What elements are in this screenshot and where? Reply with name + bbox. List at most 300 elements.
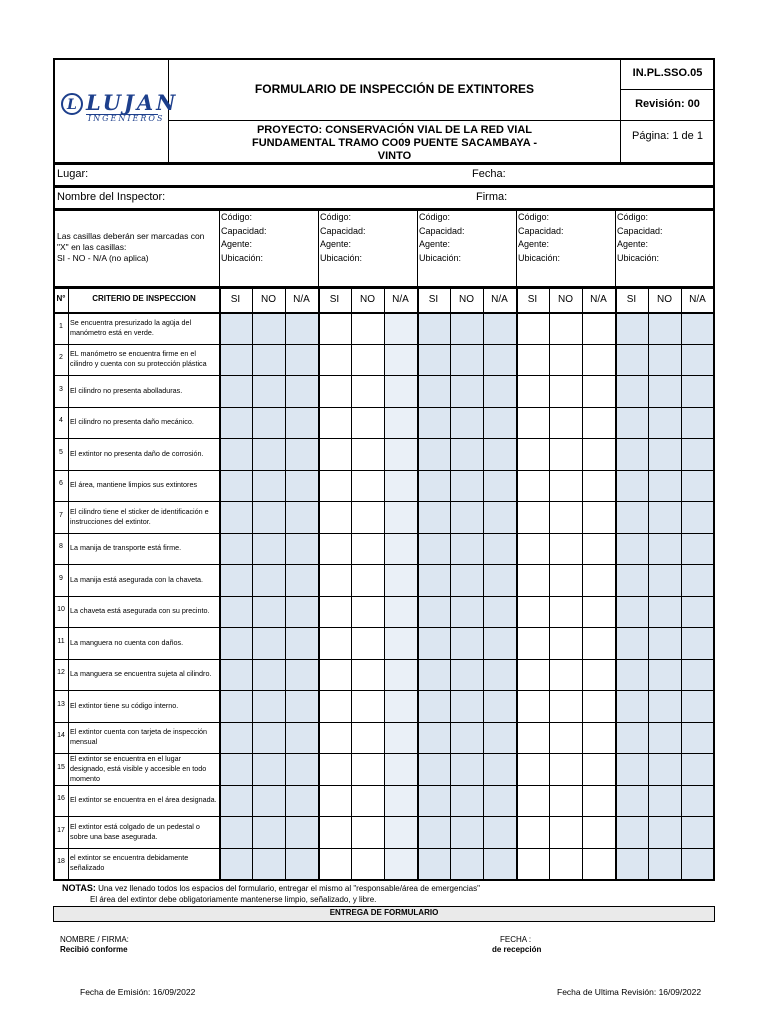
checkbox-cell-na[interactable] (583, 345, 614, 375)
checkbox-cell-si[interactable] (220, 786, 251, 816)
row-number: 4 (59, 417, 63, 425)
checkbox-cell-na[interactable] (385, 628, 416, 658)
checkbox-cell-si[interactable] (319, 439, 350, 469)
checkbox-cell-si[interactable] (418, 754, 449, 784)
checkbox-cell-no[interactable] (352, 439, 383, 469)
checkbox-cell-na[interactable] (286, 786, 317, 816)
checkbox-cell-si[interactable] (319, 723, 350, 753)
checkbox-cell-no[interactable] (550, 660, 581, 690)
checkbox-cell-si[interactable] (220, 660, 251, 690)
checkbox-cell-no[interactable] (451, 597, 482, 627)
extinguisher-capacidad-label: Capacidad: (419, 225, 465, 236)
checkbox-cell-si[interactable] (319, 754, 350, 784)
checkbox-cell-no[interactable] (451, 439, 482, 469)
checkbox-cell-si[interactable] (517, 691, 548, 721)
checkbox-cell-na[interactable] (682, 471, 713, 501)
checkbox-cell-si[interactable] (418, 502, 449, 532)
checkbox-cell-na[interactable] (484, 723, 515, 753)
checkbox-cell-no[interactable] (352, 691, 383, 721)
checkbox-cell-si[interactable] (616, 471, 647, 501)
checkbox-cell-na[interactable] (484, 754, 515, 784)
checkbox-cell-no[interactable] (550, 817, 581, 847)
checkbox-cell-na[interactable] (385, 754, 416, 784)
checkbox-cell-na[interactable] (484, 565, 515, 595)
checkbox-cell-si[interactable] (616, 660, 647, 690)
inspector-name-label: Nombre del Inspector: (57, 191, 166, 203)
checkbox-cell-no[interactable] (451, 565, 482, 595)
checkbox-cell-na[interactable] (286, 723, 317, 753)
checkbox-cell-si[interactable] (616, 628, 647, 658)
checkbox-cell-na[interactable] (583, 723, 614, 753)
checkbox-cell-si[interactable] (517, 408, 548, 438)
checkbox-cell-no[interactable] (550, 408, 581, 438)
instructions: Las casillas deberán ser marcadas con "X" en las casillas: SI - NO - N/A (no aplica) (57, 231, 205, 263)
checkbox-cell-na[interactable] (583, 313, 614, 343)
checkbox-cell-si[interactable] (616, 345, 647, 375)
checkbox-cell-si[interactable] (220, 502, 251, 532)
checkbox-cell-na[interactable] (583, 471, 614, 501)
checkbox-cell-na[interactable] (385, 597, 416, 627)
row-number: 3 (59, 385, 63, 393)
checkbox-cell-na[interactable] (484, 534, 515, 564)
checkbox-cell-na[interactable] (385, 723, 416, 753)
checkbox-cell-si[interactable] (517, 754, 548, 784)
checkbox-cell-no[interactable] (352, 565, 383, 595)
checkbox-cell-no[interactable] (253, 786, 284, 816)
checkbox-cell-na[interactable] (286, 628, 317, 658)
checkbox-cell-si[interactable] (517, 597, 548, 627)
row-criterion: El extintor se encuentra en el área designada. (70, 795, 217, 805)
checkbox-cell-no[interactable] (649, 534, 680, 564)
checkbox-cell-si[interactable] (319, 502, 350, 532)
checkbox-cell-si[interactable] (418, 849, 449, 879)
checkbox-cell-si[interactable] (616, 534, 647, 564)
checkbox-cell-no[interactable] (550, 313, 581, 343)
checkbox-cell-na[interactable] (583, 565, 614, 595)
checkbox-cell-na[interactable] (682, 534, 713, 564)
checkbox-cell-si[interactable] (220, 849, 251, 879)
checkbox-cell-no[interactable] (550, 376, 581, 406)
checkbox-cell-no[interactable] (649, 786, 680, 816)
checkbox-cell-no[interactable] (550, 597, 581, 627)
checkbox-cell-no[interactable] (550, 471, 581, 501)
checkbox-cell-na[interactable] (385, 849, 416, 879)
checkbox-cell-na[interactable] (385, 376, 416, 406)
checkbox-cell-si[interactable] (418, 471, 449, 501)
checkbox-cell-no[interactable] (352, 754, 383, 784)
checkbox-cell-na[interactable] (484, 628, 515, 658)
checkbox-cell-no[interactable] (649, 754, 680, 784)
checkbox-cell-na[interactable] (385, 660, 416, 690)
checkbox-cell-no[interactable] (451, 471, 482, 501)
notes (62, 883, 480, 905)
checkbox-cell-na[interactable] (484, 345, 515, 375)
checkbox-cell-no[interactable] (649, 628, 680, 658)
checkbox-cell-si[interactable] (517, 502, 548, 532)
checkbox-cell-na[interactable] (682, 754, 713, 784)
checkbox-cell-si[interactable] (517, 786, 548, 816)
checkbox-cell-si[interactable] (418, 597, 449, 627)
checkbox-cell-na[interactable] (286, 565, 317, 595)
checkbox-cell-si[interactable] (319, 849, 350, 879)
checkbox-cell-si[interactable] (220, 817, 251, 847)
checkbox-cell-si[interactable] (418, 723, 449, 753)
checkbox-cell-si[interactable] (220, 408, 251, 438)
checkbox-cell-na[interactable] (385, 565, 416, 595)
checkbox-cell-si[interactable] (319, 376, 350, 406)
checkbox-cell-no[interactable] (253, 628, 284, 658)
checkbox-cell-si[interactable] (616, 849, 647, 879)
extinguisher-agente-label: Agente: (221, 239, 253, 249)
checkbox-cell-na[interactable] (682, 723, 713, 753)
checkbox-cell-no[interactable] (451, 628, 482, 658)
checkbox-cell-si[interactable] (220, 723, 251, 753)
checkbox-cell-na[interactable] (682, 817, 713, 847)
checkbox-cell-no[interactable] (451, 345, 482, 375)
checkbox-cell-no[interactable] (253, 817, 284, 847)
checkbox-cell-si[interactable] (319, 565, 350, 595)
checkbox-cell-na[interactable] (385, 502, 416, 532)
note-2: El área del extintor debe obligatoriamente mantenerse limpio, señalizado, y libre. (90, 895, 377, 904)
last-revision-date: Fecha de Ultima Revisión: 16/09/2022 (557, 987, 702, 997)
checkbox-cell-si[interactable] (517, 628, 548, 658)
extinguisher-info-5 (617, 211, 663, 265)
checkbox-cell-si[interactable] (418, 817, 449, 847)
checkbox-cell-no[interactable] (550, 849, 581, 879)
checkbox-cell-no[interactable] (352, 376, 383, 406)
checkbox-cell-no[interactable] (253, 565, 284, 595)
checkbox-cell-si[interactable] (319, 534, 350, 564)
checkbox-cell-no[interactable] (253, 691, 284, 721)
checkbox-cell-no[interactable] (550, 786, 581, 816)
checkbox-cell-no[interactable] (253, 534, 284, 564)
checkbox-cell-na[interactable] (484, 502, 515, 532)
checkbox-cell-si[interactable] (616, 691, 647, 721)
checkbox-cell-na[interactable] (583, 534, 614, 564)
checkbox-cell-si[interactable] (418, 439, 449, 469)
checkbox-cell-na[interactable] (286, 849, 317, 879)
checkbox-cell-no[interactable] (649, 565, 680, 595)
checkbox-cell-no[interactable] (352, 471, 383, 501)
checkbox-cell-no[interactable] (451, 408, 482, 438)
row-number: 6 (59, 480, 63, 488)
checkbox-cell-no[interactable] (352, 502, 383, 532)
checkbox-cell-si[interactable] (616, 817, 647, 847)
checkbox-cell-si[interactable] (616, 408, 647, 438)
row-criterion: La manija está asegurada con la chaveta. (70, 574, 204, 584)
checkbox-cell-si[interactable] (319, 597, 350, 627)
checkbox-cell-no[interactable] (352, 313, 383, 343)
checkbox-cell-na[interactable] (286, 817, 317, 847)
checkbox-cell-si[interactable] (220, 345, 251, 375)
company-logo (60, 88, 179, 124)
checkbox-cell-si[interactable] (517, 849, 548, 879)
checkbox-cell-no[interactable] (649, 691, 680, 721)
checkbox-cell-na[interactable] (484, 597, 515, 627)
row-number: 13 (57, 700, 65, 708)
checkbox-cell-no[interactable] (649, 439, 680, 469)
checkbox-cell-no[interactable] (649, 502, 680, 532)
checkbox-cell-si[interactable] (418, 345, 449, 375)
checkbox-cell-si[interactable] (220, 439, 251, 469)
checkbox-cell-no[interactable] (550, 628, 581, 658)
checkbox-cell-no[interactable] (550, 345, 581, 375)
checkbox-cell-si[interactable] (418, 376, 449, 406)
checkbox-cell-na[interactable] (286, 534, 317, 564)
checkbox-cell-na[interactable] (484, 471, 515, 501)
checkbox-cell-si[interactable] (220, 597, 251, 627)
checkbox-cell-no[interactable] (649, 660, 680, 690)
checkbox-cell-na[interactable] (583, 786, 614, 816)
checkbox-cell-no[interactable] (352, 817, 383, 847)
checkbox-cell-no[interactable] (649, 376, 680, 406)
checkbox-cell-si[interactable] (517, 534, 548, 564)
checkbox-cell-no[interactable] (550, 754, 581, 784)
checkbox-cell-no[interactable] (352, 534, 383, 564)
checkbox-cell-na[interactable] (583, 408, 614, 438)
checkbox-cell-si[interactable] (418, 786, 449, 816)
project-line-3: VINTO (377, 150, 412, 162)
checkbox-cell-no[interactable] (550, 534, 581, 564)
checkbox-cell-si[interactable] (319, 786, 350, 816)
col-si-5: SI (626, 294, 637, 305)
checkbox-cell-si[interactable] (220, 471, 251, 501)
checkbox-cell-no[interactable] (649, 471, 680, 501)
checkbox-cell-na[interactable] (682, 597, 713, 627)
checkbox-cell-na[interactable] (484, 691, 515, 721)
checkbox-cell-no[interactable] (451, 723, 482, 753)
checkbox-cell-no[interactable] (253, 408, 284, 438)
checkbox-cell-si[interactable] (319, 408, 350, 438)
checkbox-cell-na[interactable] (484, 786, 515, 816)
checkbox-cell-na[interactable] (484, 660, 515, 690)
checkbox-cell-na[interactable] (385, 345, 416, 375)
checkbox-cell-na[interactable] (682, 786, 713, 816)
checkbox-cell-si[interactable] (517, 723, 548, 753)
checkbox-cell-no[interactable] (550, 691, 581, 721)
checkbox-cell-no[interactable] (649, 597, 680, 627)
checkbox-cell-si[interactable] (319, 691, 350, 721)
checkbox-cell-si[interactable] (517, 345, 548, 375)
checkbox-cell-na[interactable] (385, 786, 416, 816)
checkbox-cell-no[interactable] (253, 660, 284, 690)
checkbox-cell-no[interactable] (649, 723, 680, 753)
checkbox-cell-si[interactable] (418, 660, 449, 690)
checkbox-cell-si[interactable] (319, 817, 350, 847)
checkbox-cell-no[interactable] (649, 345, 680, 375)
checkbox-cell-no[interactable] (253, 754, 284, 784)
checkbox-cell-na[interactable] (286, 691, 317, 721)
checkbox-cell-no[interactable] (649, 313, 680, 343)
checkbox-cell-no[interactable] (352, 597, 383, 627)
checkbox-cell-si[interactable] (517, 471, 548, 501)
checkbox-cell-na[interactable] (385, 534, 416, 564)
checkbox-cell-na[interactable] (286, 471, 317, 501)
checkbox-cell-si[interactable] (517, 376, 548, 406)
checkbox-cell-no[interactable] (451, 376, 482, 406)
checkbox-cell-na[interactable] (286, 597, 317, 627)
checkbox-cell-no[interactable] (451, 849, 482, 879)
row-number: 16 (57, 795, 65, 803)
checkbox-cell-na[interactable] (286, 502, 317, 532)
checkbox-cell-na[interactable] (682, 691, 713, 721)
checkbox-cell-na[interactable] (682, 408, 713, 438)
checkbox-cell-na[interactable] (583, 376, 614, 406)
extinguisher-ubicacion-label: Ubicación: (419, 252, 462, 263)
checkbox-cell-si[interactable] (517, 565, 548, 595)
checkbox-cell-na[interactable] (583, 439, 614, 469)
checkbox-cell-na[interactable] (286, 313, 317, 343)
checkbox-cell-no[interactable] (451, 502, 482, 532)
checkbox-cell-no[interactable] (253, 597, 284, 627)
checkbox-cell-no[interactable] (253, 849, 284, 879)
checkbox-cell-si[interactable] (616, 565, 647, 595)
checkbox-cell-na[interactable] (385, 471, 416, 501)
checkbox-cell-si[interactable] (319, 313, 350, 343)
checkbox-cell-no[interactable] (451, 313, 482, 343)
checkbox-cell-na[interactable] (286, 376, 317, 406)
checkbox-cell-si[interactable] (616, 723, 647, 753)
checkbox-cell-na[interactable] (286, 345, 317, 375)
checkbox-cell-no[interactable] (352, 408, 383, 438)
checkbox-cell-na[interactable] (682, 660, 713, 690)
checkbox-cell-si[interactable] (616, 439, 647, 469)
checkbox-cell-si[interactable] (517, 439, 548, 469)
checkbox-cell-si[interactable] (418, 565, 449, 595)
checkbox-cell-na[interactable] (385, 313, 416, 343)
checkbox-cell-na[interactable] (385, 439, 416, 469)
row-criterion: El cilindro no presenta daño mecánico. (70, 417, 194, 427)
checkbox-cell-si[interactable] (220, 534, 251, 564)
checkbox-cell-no[interactable] (451, 660, 482, 690)
col-si-3: SI (428, 294, 439, 305)
checkbox-cell-si[interactable] (418, 691, 449, 721)
checkbox-cell-si[interactable] (616, 313, 647, 343)
checkbox-cell-si[interactable] (220, 313, 251, 343)
checkbox-cell-no[interactable] (253, 471, 284, 501)
checkbox-cell-na[interactable] (682, 849, 713, 879)
checkbox-cell-si[interactable] (418, 534, 449, 564)
signature-label: Firma: (476, 191, 508, 203)
checkbox-cell-si[interactable] (220, 376, 251, 406)
checkbox-cell-na[interactable] (682, 313, 713, 343)
checkbox-cell-si[interactable] (220, 754, 251, 784)
row-criterion: El extintor cuenta con tarjeta de inspección mensual (70, 727, 208, 747)
checkbox-cell-no[interactable] (550, 502, 581, 532)
logo-text: LUJAN (86, 90, 179, 115)
checkbox-cell-si[interactable] (517, 313, 548, 343)
checkbox-cell-na[interactable] (583, 849, 614, 879)
checkbox-cell-na[interactable] (583, 754, 614, 784)
checkbox-cell-na[interactable] (682, 502, 713, 532)
checkbox-cell-na[interactable] (682, 565, 713, 595)
checkbox-cell-si[interactable] (517, 817, 548, 847)
checkbox-cell-no[interactable] (649, 408, 680, 438)
checkbox-cell-si[interactable] (517, 660, 548, 690)
checkbox-cell-na[interactable] (583, 502, 614, 532)
checkbox-cell-si[interactable] (418, 313, 449, 343)
checkbox-cell-si[interactable] (220, 691, 251, 721)
checkbox-cell-na[interactable] (286, 660, 317, 690)
extinguisher-info-1 (221, 211, 267, 265)
checkbox-cell-no[interactable] (253, 723, 284, 753)
checkbox-cell-si[interactable] (616, 786, 647, 816)
checkbox-cell-na[interactable] (385, 691, 416, 721)
checkbox-cell-na[interactable] (682, 439, 713, 469)
checkbox-cell-si[interactable] (319, 660, 350, 690)
checkbox-cell-no[interactable] (550, 439, 581, 469)
checkbox-cell-na[interactable] (484, 439, 515, 469)
checkbox-cell-na[interactable] (583, 660, 614, 690)
checkbox-cell-na[interactable] (286, 408, 317, 438)
checkbox-cell-no[interactable] (649, 849, 680, 879)
checkbox-cell-no[interactable] (352, 849, 383, 879)
checkbox-cell-no[interactable] (352, 345, 383, 375)
checkbox-cell-na[interactable] (583, 691, 614, 721)
extinguisher-ubicacion-label: Ubicación: (617, 252, 660, 263)
row-number: 1 (59, 322, 63, 330)
checkbox-cell-na[interactable] (385, 408, 416, 438)
checkbox-cell-si[interactable] (616, 376, 647, 406)
checkbox-cell-si[interactable] (220, 565, 251, 595)
checkbox-cell-no[interactable] (550, 565, 581, 595)
checkbox-cell-si[interactable] (319, 345, 350, 375)
row-criterion: El extintor tiene su código interno. (70, 700, 179, 710)
row-criterion: El extintor no presenta daño de corrosión. (70, 448, 204, 458)
checkbox-cell-no[interactable] (550, 723, 581, 753)
checkbox-cell-si[interactable] (616, 502, 647, 532)
checkbox-cell-no[interactable] (352, 723, 383, 753)
checkbox-cell-no[interactable] (253, 313, 284, 343)
checkbox-cell-no[interactable] (253, 376, 284, 406)
checkbox-cell-si[interactable] (616, 597, 647, 627)
checkbox-cell-na[interactable] (286, 439, 317, 469)
checkbox-cell-na[interactable] (583, 597, 614, 627)
checkbox-cell-si[interactable] (418, 408, 449, 438)
checkbox-cell-si[interactable] (616, 754, 647, 784)
checkbox-cell-na[interactable] (484, 408, 515, 438)
checkbox-cell-na[interactable] (484, 849, 515, 879)
checkbox-cell-no[interactable] (352, 786, 383, 816)
checkbox-cell-na[interactable] (286, 754, 317, 784)
checkbox-cell-no[interactable] (649, 817, 680, 847)
checkbox-cell-na[interactable] (484, 376, 515, 406)
checkbox-cell-si[interactable] (418, 628, 449, 658)
checkbox-cell-no[interactable] (451, 691, 482, 721)
checkbox-cell-na[interactable] (682, 628, 713, 658)
checkbox-cell-si[interactable] (220, 628, 251, 658)
checkbox-cell-na[interactable] (682, 345, 713, 375)
checkbox-cell-no[interactable] (451, 534, 482, 564)
project-line-2: FUNDAMENTAL TRAMO CO09 PUENTE SACAMBAYA - (251, 137, 537, 149)
checkbox-cell-no[interactable] (253, 345, 284, 375)
checkbox-cell-na[interactable] (583, 628, 614, 658)
checkbox-cell-no[interactable] (253, 502, 284, 532)
checkbox-cell-si[interactable] (319, 471, 350, 501)
checkbox-cell-no[interactable] (451, 817, 482, 847)
checkbox-cell-na[interactable] (484, 817, 515, 847)
checkbox-cell-na[interactable] (583, 817, 614, 847)
checkbox-cell-no[interactable] (451, 786, 482, 816)
checkbox-cell-no[interactable] (253, 439, 284, 469)
checkbox-cell-na[interactable] (682, 376, 713, 406)
checkbox-cell-no[interactable] (451, 754, 482, 784)
checkbox-cell-no[interactable] (352, 628, 383, 658)
checkbox-cell-na[interactable] (385, 817, 416, 847)
checkbox-cell-na[interactable] (484, 313, 515, 343)
checkbox-cell-no[interactable] (352, 660, 383, 690)
checkbox-cell-si[interactable] (319, 628, 350, 658)
